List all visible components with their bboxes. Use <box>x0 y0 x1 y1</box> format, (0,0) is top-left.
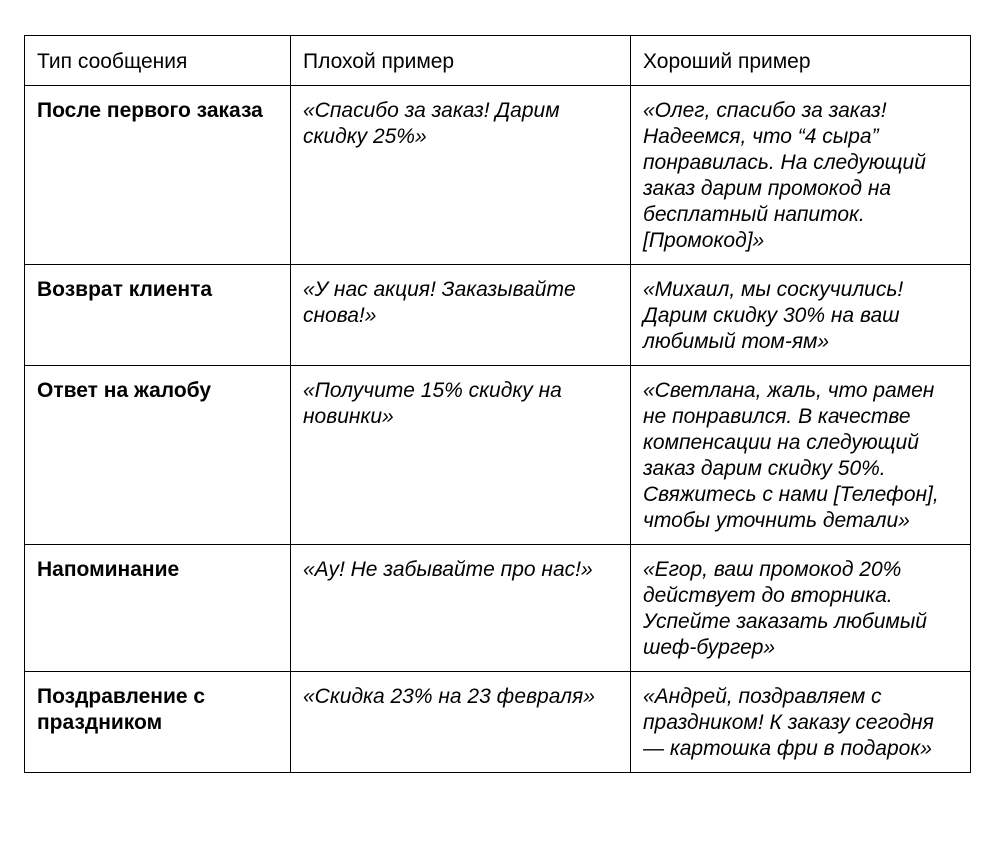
message-type-cell: Ответ на жалобу <box>25 366 291 545</box>
header-bad-example: Плохой пример <box>291 36 631 86</box>
good-example-cell: «Андрей, поздравляем с праздником! К заказу сегодня — картошка фри в подарок» <box>631 672 971 773</box>
bad-example-cell: «У нас акция! Заказывайте снова!» <box>291 265 631 366</box>
table-row <box>25 366 971 545</box>
table-row <box>25 86 971 265</box>
message-examples-table <box>24 35 971 773</box>
message-type-cell: Поздравление с праздником <box>25 672 291 773</box>
message-type-cell: Возврат клиента <box>25 265 291 366</box>
table-row <box>25 545 971 672</box>
good-example-cell: «Михаил, мы соскучились! Дарим скидку 30% на ваш любимый том-ям» <box>631 265 971 366</box>
good-example-cell: «Светлана, жаль, что рамен не понравился. В качестве компенсации на следующий заказ дарим скидку 50%. Свяжитесь с нами [Телефон], чтобы уточнить детали» <box>631 366 971 545</box>
bad-example-cell: «Получите 15% скидку на новинки» <box>291 366 631 545</box>
bad-example-cell: «Ау! Не забывайте про нас!» <box>291 545 631 672</box>
message-type-cell: После первого заказа <box>25 86 291 265</box>
table-row <box>25 672 971 773</box>
good-example-cell: «Егор, ваш промокод 20% действует до вторника. Успейте заказать любимый шеф-бургер» <box>631 545 971 672</box>
message-type-cell: Напоминание <box>25 545 291 672</box>
header-good-example: Хороший пример <box>631 36 971 86</box>
bad-example-cell: «Спасибо за заказ! Дарим скидку 25%» <box>291 86 631 265</box>
good-example-cell: «Олег, спасибо за заказ! Надеемся, что “4 сыра” понравилась. На следующий заказ дарим промокод на бесплатный напиток. [Промокод]» <box>631 86 971 265</box>
bad-example-cell: «Скидка 23% на 23 февраля» <box>291 672 631 773</box>
header-message-type: Тип сообщения <box>25 36 291 86</box>
table-row <box>25 265 971 366</box>
table-header-row <box>25 36 971 86</box>
